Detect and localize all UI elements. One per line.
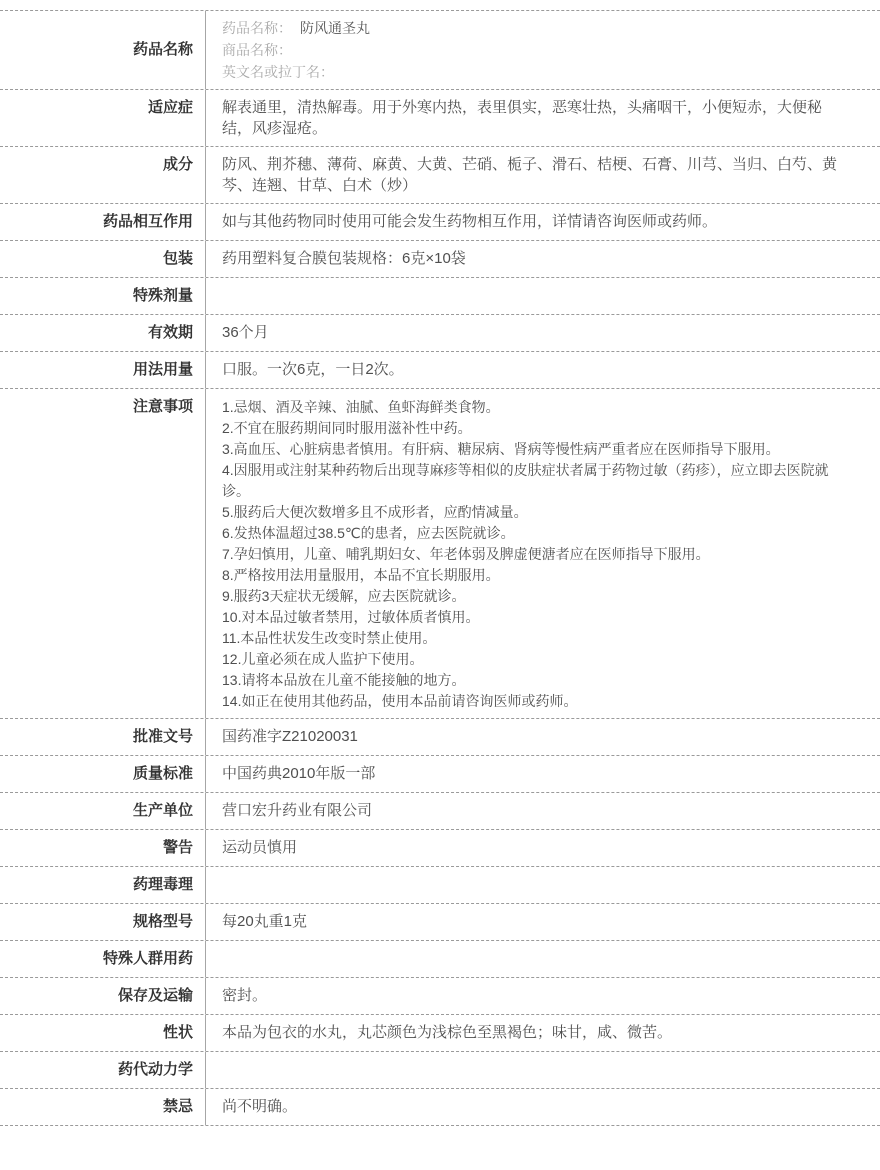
- row-value-warning: 运动员慎用: [205, 830, 880, 866]
- row-dosage-usage: [0, 352, 880, 389]
- row-label-description: 性状: [162, 1024, 193, 1041]
- row-value-indications: 解表通里，清热解毒。用于外寒内热，表里俱实，恶寒壮热，头痛咽干，小便短赤，大便秘结，风疹湿疮。: [205, 90, 880, 146]
- precaution-item: 13.请将本品放在儿童不能接触的地方。: [222, 672, 466, 688]
- precaution-item: 7.孕妇慎用，儿童、哺乳期妇女、年老体弱及脾虚便溏者应在医师指导下服用。: [222, 546, 710, 562]
- precaution-item: 11.本品性状发生改变时禁止使用。: [222, 630, 437, 646]
- row-specification: [0, 904, 880, 941]
- precaution-item: 5.服药后大便次数增多且不成形者，应酌情减量。: [222, 504, 528, 520]
- row-label-drug-interactions: 药品相互作用: [102, 213, 193, 230]
- row-packaging: [0, 241, 880, 278]
- row-value-contraindications: 尚不明确。: [205, 1089, 880, 1125]
- row-value-special-populations: [205, 941, 880, 977]
- row-manufacturer: [0, 793, 880, 830]
- row-label-precautions: 注意事项: [132, 398, 193, 415]
- row-ingredients: [0, 147, 880, 204]
- row-value-drug-interactions: 如与其他药物同时使用可能会发生药物相互作用，详情请咨询医师或药师。: [205, 204, 880, 240]
- row-value-approval-number: 国药准字Z21020031: [205, 719, 880, 755]
- row-label-contraindications: 禁忌: [162, 1098, 193, 1115]
- row-label-special-dosage: 特殊剂量: [132, 287, 193, 304]
- row-approval-number: [0, 719, 880, 756]
- row-label-pharmacology-toxicology: 药理毒理: [132, 876, 193, 893]
- row-label-indications: 适应症: [147, 99, 193, 116]
- precaution-item: 9.服药3天症状无缓解，应去医院就诊。: [222, 588, 466, 604]
- row-label-warning: 警告: [162, 839, 193, 856]
- row-value-manufacturer: 营口宏升药业有限公司: [205, 793, 880, 829]
- row-warning: [0, 830, 880, 867]
- row-label-drug-name: 药品名称: [132, 41, 193, 58]
- row-label-ingredients: 成分: [162, 156, 193, 173]
- precaution-item: 14.如正在使用其他药品，使用本品前请咨询医师或药师。: [222, 693, 578, 709]
- row-label-quality-standard: 质量标准: [132, 765, 193, 782]
- row-value-packaging: 药用塑料复合膜包装规格：6克×10袋: [205, 241, 880, 277]
- row-label-shelf-life: 有效期: [147, 324, 193, 341]
- row-storage-transport: [0, 978, 880, 1015]
- row-contraindications: [0, 1089, 880, 1126]
- drug-name-line: [222, 17, 838, 39]
- row-value-pharmacology-toxicology: [205, 867, 880, 903]
- row-value-pharmacokinetics: [205, 1052, 880, 1088]
- row-quality-standard: [0, 756, 880, 793]
- english-name-line: [222, 61, 838, 83]
- row-value-quality-standard: 中国药典2010年版一部: [205, 756, 880, 792]
- precaution-item: 1.忌烟、酒及辛辣、油腻、鱼虾海鲜类食物。: [222, 399, 500, 415]
- row-shelf-life: [0, 315, 880, 352]
- precaution-item: 4.因服用或注射某种药物后出现荨麻疹等相似的皮肤症状者属于药物过敏（药疹），应立即去医院就诊。: [222, 462, 829, 499]
- row-precautions: [0, 389, 880, 719]
- drug-info-table: [0, 10, 880, 1126]
- row-pharmacokinetics: [0, 1052, 880, 1089]
- row-value-dosage-usage: 口服。一次6克，一日2次。: [205, 352, 880, 388]
- row-label-approval-number: 批准文号: [132, 728, 193, 745]
- row-label-pharmacokinetics: 药代动力学: [117, 1061, 193, 1078]
- row-label-specification: 规格型号: [132, 913, 193, 930]
- precaution-item: 6.发热体温超过38.5℃的患者，应去医院就诊。: [222, 525, 515, 541]
- row-label-storage-transport: 保存及运输: [117, 987, 193, 1004]
- row-value-ingredients: 防风、荆芥穗、薄荷、麻黄、大黄、芒硝、栀子、滑石、桔梗、石膏、川芎、当归、白芍、黄芩、连翘、甘草、白术（炒）: [205, 147, 880, 203]
- drug-name-key: 药品名称：: [222, 20, 292, 36]
- row-special-dosage: [0, 278, 880, 315]
- drug-name-fields: [205, 11, 880, 89]
- row-value-storage-transport: 密封。: [205, 978, 880, 1014]
- row-value-specification: 每20丸重1克: [205, 904, 880, 940]
- row-label-manufacturer: 生产单位: [132, 802, 193, 819]
- english-name-key: 英文名或拉丁名：: [222, 64, 334, 80]
- precaution-item: 2.不宜在服药期间同时服用滋补性中药。: [222, 420, 472, 436]
- trade-name-key: 商品名称：: [222, 42, 292, 58]
- drug-name-value: 防风通圣丸: [300, 20, 370, 36]
- row-value-description: 本品为包衣的水丸，丸芯颜色为浅棕色至黑褐色；味甘，咸、微苦。: [205, 1015, 880, 1051]
- row-pharmacology-toxicology: [0, 867, 880, 904]
- precaution-item: 3.高血压、心脏病患者慎用。有肝病、糖尿病、肾病等慢性病严重者应在医师指导下服用。: [222, 441, 780, 457]
- trade-name-line: [222, 39, 838, 61]
- row-label-packaging: 包装: [162, 250, 193, 267]
- precaution-item: 8.严格按用法用量服用，本品不宜长期服用。: [222, 567, 500, 583]
- precaution-item: 12.儿童必须在成人监护下使用。: [222, 651, 424, 667]
- row-indications: [0, 90, 880, 147]
- precaution-item: 10.对本品过敏者禁用，过敏体质者慎用。: [222, 609, 480, 625]
- precautions-list: [205, 389, 880, 718]
- row-value-shelf-life: 36个月: [205, 315, 880, 351]
- row-special-populations: [0, 941, 880, 978]
- row-value-special-dosage: [205, 278, 880, 314]
- row-label-dosage-usage: 用法用量: [132, 361, 193, 378]
- row-description: [0, 1015, 880, 1052]
- row-drug-interactions: [0, 204, 880, 241]
- row-drug-name: [0, 11, 880, 90]
- row-label-special-populations: 特殊人群用药: [102, 950, 193, 967]
